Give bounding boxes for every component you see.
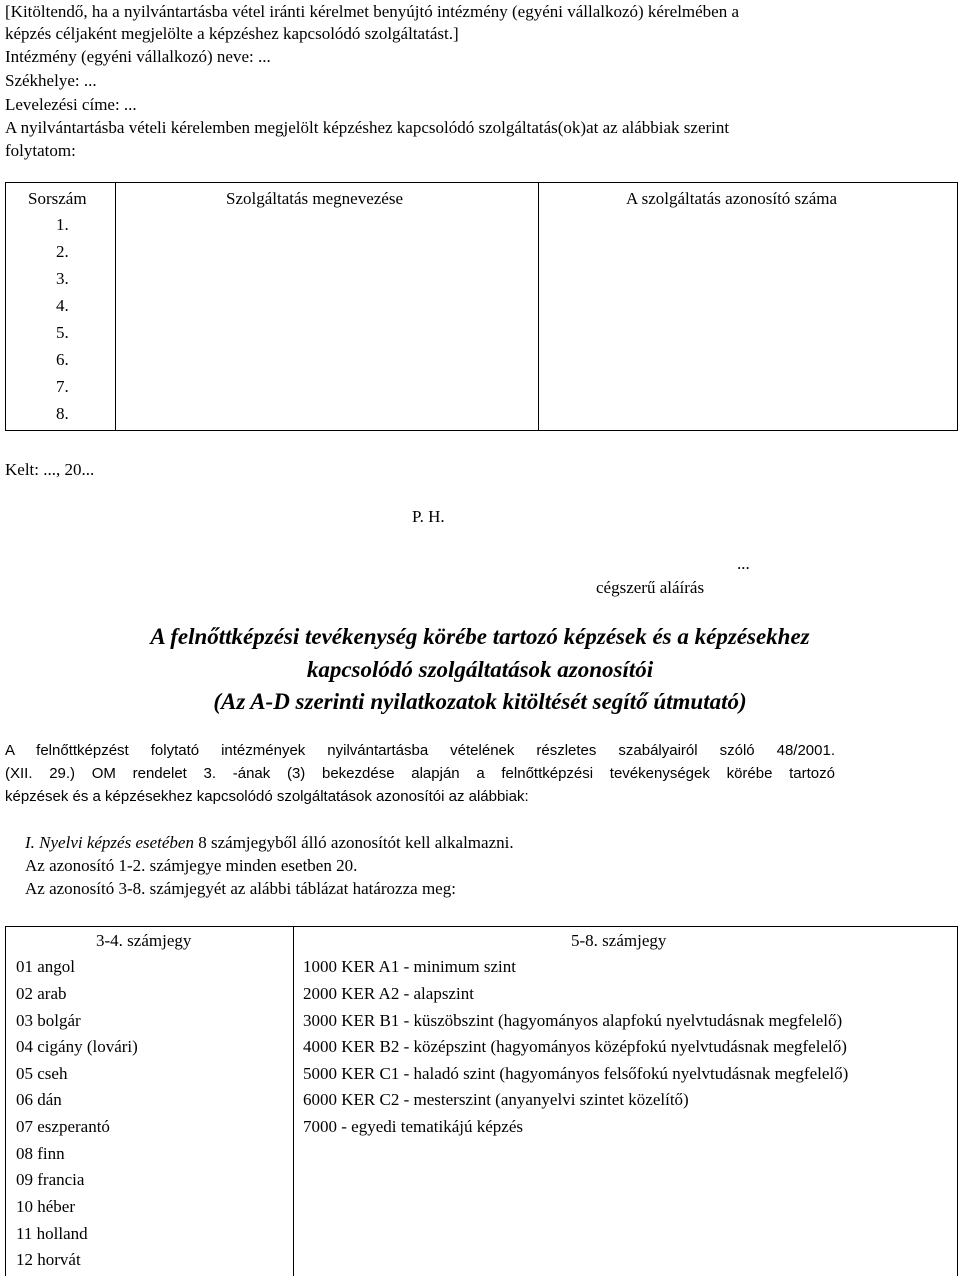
guide-title-line-3: (Az A-D szerinti nyilatkozatok kitöltését segítő útmutató) bbox=[213, 689, 747, 714]
signature-label: cégszerű aláírás bbox=[596, 578, 705, 597]
header-service-id: A szolgáltatás azonosító száma bbox=[626, 189, 838, 208]
table-row: 7. bbox=[56, 377, 69, 396]
list-item-language: 07 eszperantó bbox=[16, 1117, 110, 1136]
language-intro-italic: I. Nyelvi képzés esetében bbox=[25, 833, 194, 852]
id-digits-1-2: Az azonosító 1-2. számjegye minden esetben 20. bbox=[25, 856, 358, 875]
header-digits-3-4: 3-4. számjegy bbox=[96, 931, 192, 950]
continue-line-2: folytatom: bbox=[5, 141, 76, 160]
column-service-name[interactable] bbox=[116, 183, 539, 430]
id-digits-3-8: Az azonosító 3-8. számjegyét az alábbi táblázat határozza meg: bbox=[25, 879, 456, 898]
list-item-language: 06 dán bbox=[16, 1090, 62, 1109]
list-item-language: 09 francia bbox=[16, 1170, 85, 1189]
list-item-level: 6000 KER C2 - mesterszint (anyanyelvi szintet közelítő) bbox=[303, 1090, 689, 1109]
seat-field[interactable]: Székhelye: ... bbox=[5, 71, 97, 90]
language-intro bbox=[25, 831, 514, 854]
table-row: 5. bbox=[56, 323, 69, 342]
table-row: 2. bbox=[56, 242, 69, 261]
date-field[interactable]: Kelt: ..., 20... bbox=[5, 460, 95, 479]
continue-line-1: A nyilvántartásba vételi kérelemben megjelölt képzéshez kapcsolódó szolgáltatás(ok)at az alábbiak szerint bbox=[5, 118, 730, 137]
list-item-language: 03 bolgár bbox=[16, 1011, 81, 1030]
table-row: 4. bbox=[56, 296, 69, 315]
list-item-level: 1000 KER A1 - minimum szint bbox=[303, 957, 516, 976]
language-intro-rest: 8 számjegyből álló azonosítót kell alkalmazni. bbox=[193, 833, 514, 852]
list-item-level: 5000 KER C1 - haladó szint (hagyományos felsőfokú nyelvtudásnak megfelelő) bbox=[303, 1064, 849, 1083]
list-item-language: 08 finn bbox=[16, 1144, 65, 1163]
guide-paragraph-line-2: (XII. 29.) OM rendelet 3. -ának (3) bekezdése alapján a felnőttképzési tevékenységek körébe tartozó bbox=[5, 765, 835, 782]
services-table bbox=[5, 182, 958, 431]
guide-title-line-1: A felnőttképzési tevékenység körébe tartozó képzések és a képzésekhez bbox=[150, 624, 810, 649]
column-divider bbox=[293, 927, 294, 1276]
intro-line-1: [Kitöltendő, ha a nyilvántartásba vétel iránti kérelmet benyújtó intézmény (egyéni vállalkozó) kérelmében a bbox=[5, 2, 740, 21]
list-item-language: 05 cseh bbox=[16, 1064, 68, 1083]
list-item-level: 4000 KER B2 - középszint (hagyományos középfokú nyelvtudásnak megfelelő) bbox=[303, 1037, 847, 1056]
header-serial: Sorszám bbox=[28, 189, 87, 208]
seal-placeholder: P. H. bbox=[412, 507, 445, 526]
mail-address-field[interactable]: Levelezési címe: ... bbox=[5, 95, 137, 114]
institution-name-field[interactable]: Intézmény (egyéni vállalkozó) neve: ... bbox=[5, 47, 271, 66]
list-item-language: 12 horvát bbox=[16, 1250, 81, 1269]
header-service-name: Szolgáltatás megnevezése bbox=[226, 189, 404, 208]
header-digits-5-8: 5-8. számjegy bbox=[571, 931, 667, 950]
signature-dots[interactable]: ... bbox=[737, 554, 750, 573]
guide-paragraph-line-3: képzések és a képzésekhez kapcsolódó szolgáltatások azonosítói az alábbiak: bbox=[5, 788, 529, 805]
guide-title-line-2: kapcsolódó szolgáltatások azonosítói bbox=[306, 657, 654, 682]
list-item-level: 3000 KER B1 - küszöbszint (hagyományos alapfokú nyelvtudásnak megfelelő) bbox=[303, 1011, 843, 1030]
table-row: 8. bbox=[56, 404, 69, 423]
table-row: 1. bbox=[56, 215, 69, 234]
list-item-language: 10 héber bbox=[16, 1197, 76, 1216]
list-item-level: 7000 - egyedi tematikájú képzés bbox=[303, 1117, 523, 1136]
intro-line-2: képzés céljaként megjelölte a képzéshez kapcsolódó szolgáltatást.] bbox=[5, 24, 459, 43]
list-item-language: 02 arab bbox=[16, 984, 67, 1003]
language-table bbox=[5, 926, 958, 1276]
list-item-level: 2000 KER A2 - alapszint bbox=[303, 984, 474, 1003]
list-item-language: 04 cigány (lovári) bbox=[16, 1037, 138, 1056]
guide-paragraph bbox=[5, 739, 835, 808]
table-row: 3. bbox=[56, 269, 69, 288]
list-item-language: 01 angol bbox=[16, 957, 76, 976]
table-row: 6. bbox=[56, 350, 69, 369]
list-item-language: 11 holland bbox=[16, 1224, 88, 1243]
guide-paragraph-line-1: A felnőttképzést folytató intézmények nyilvántartásba vételének részletes szabályairól szóló 48/2001. bbox=[5, 742, 835, 759]
